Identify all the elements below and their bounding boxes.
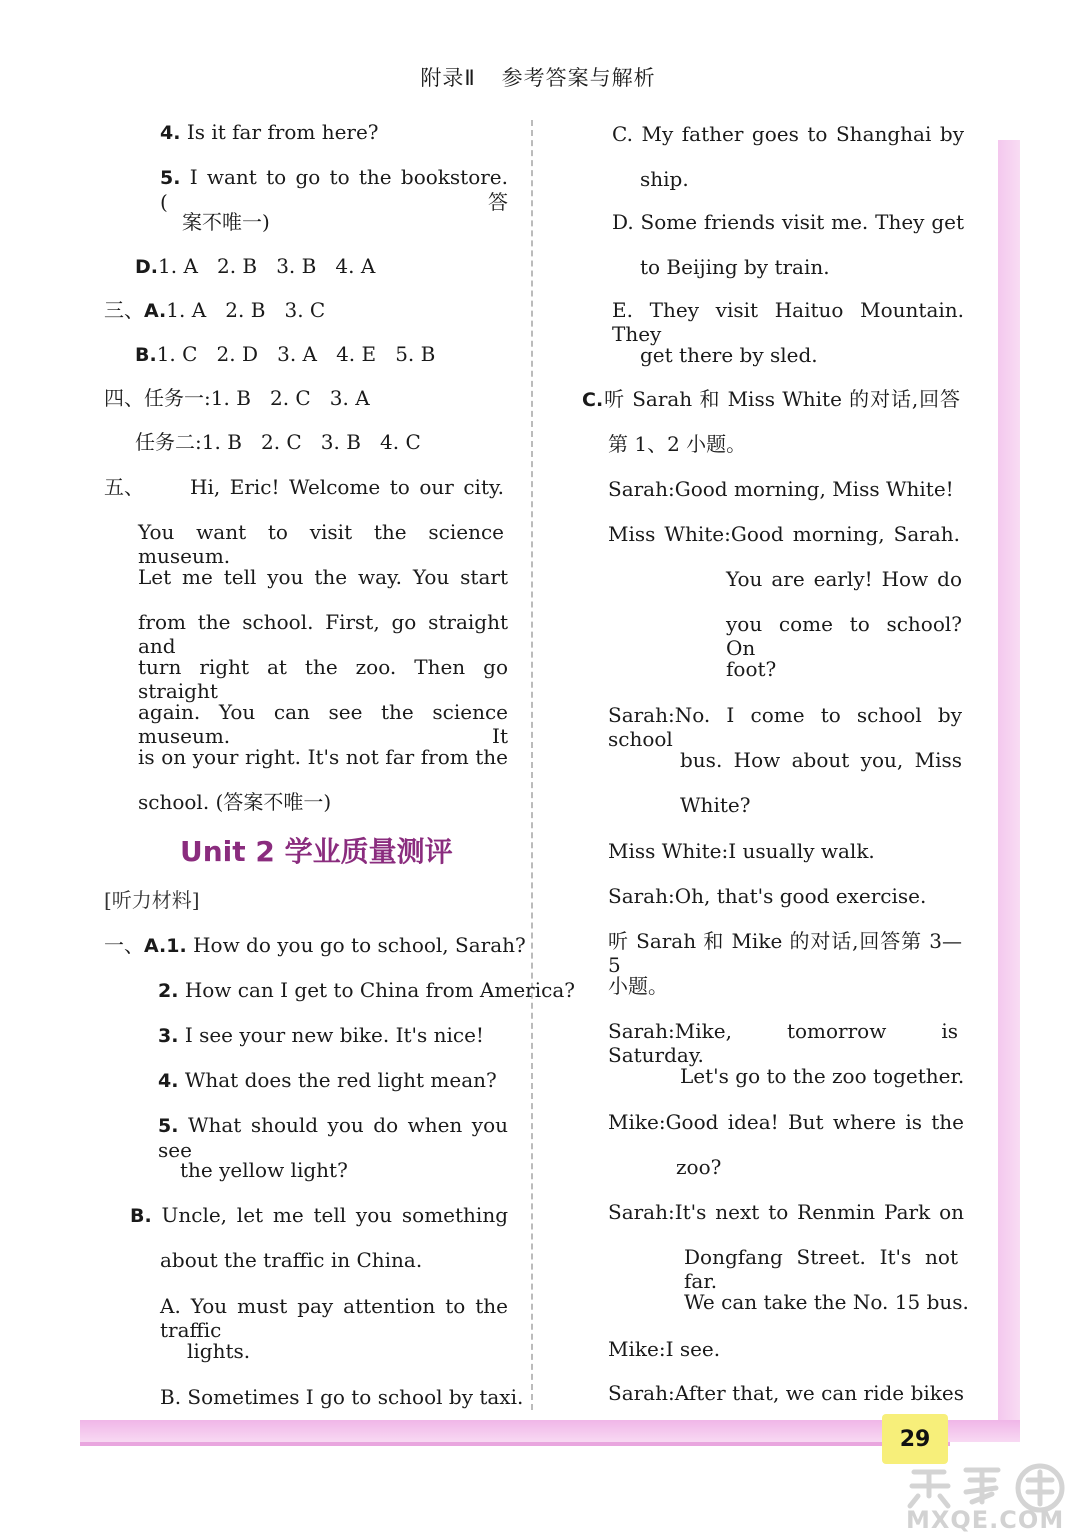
listening-line: about the traffic in China. [160, 1248, 423, 1272]
item-number: 3. [158, 1025, 179, 1047]
item-number: 4. [158, 1070, 179, 1092]
answer-line [160, 165, 508, 214]
answer-choice: 3. B [276, 254, 317, 278]
page-number: 29 [882, 1414, 948, 1464]
speaker: Mike: [608, 1337, 666, 1361]
item-number: 1. [166, 935, 187, 957]
speaker: Sarah: [608, 703, 675, 727]
dialog-line: bus. How about you, Miss [680, 748, 962, 772]
part-label: A. [144, 935, 167, 957]
answer-line [182, 210, 270, 234]
answer-key-row [104, 298, 325, 323]
answer-choice: 2. B [216, 254, 258, 278]
answer-choice: 2. B [225, 298, 266, 322]
task-label: 任务一: [144, 386, 211, 410]
dialog-text: No. I come to school by school [608, 703, 962, 751]
listening-line: B. Sometimes I go to school by taxi. [160, 1385, 524, 1409]
dialog-line: You are early! How do [726, 567, 962, 591]
listening-line [130, 1203, 508, 1228]
materials-label: [听力材料] [104, 888, 200, 912]
listening-line [158, 978, 575, 1003]
speaker: Sarah: [608, 1019, 675, 1043]
dialog-text: I see. [665, 1337, 721, 1361]
dialog-line: Let's go to the zoo together. [680, 1064, 965, 1088]
listening-line: D. Some friends visit me. They get [612, 210, 964, 234]
essay-line: again. You can see the science museum. It [138, 700, 508, 748]
answer-choice: 4. C [380, 430, 421, 454]
answer-key-row [135, 254, 375, 279]
part-label: D. [135, 256, 158, 278]
essay-line: Let me tell you the way. You start [138, 565, 508, 589]
answer-choice: 1. A [158, 254, 198, 278]
listening-line: 听 Sarah 和 Mike 的对话,回答第 3—5 [608, 929, 962, 977]
page-bottom-edge [80, 1442, 950, 1446]
section-number: 五、 [104, 475, 144, 499]
listening-text: What does the red light mean? [184, 1068, 497, 1092]
column-divider [531, 120, 533, 1410]
dialog-line [608, 884, 926, 908]
item-number: 5. [158, 1115, 179, 1137]
listening-line [104, 933, 526, 958]
answer-note: 案不唯一) [182, 210, 270, 234]
answer-line [160, 120, 379, 145]
essay-line: Hi, Eric! Welcome to our city. [190, 475, 504, 499]
answer-choice: 4. E [336, 342, 377, 366]
part-label: A. [144, 300, 167, 322]
speaker: Miss White: [608, 839, 729, 863]
answer-choice: 1. B [201, 430, 242, 454]
header-title: 参考答案与解析 [501, 66, 656, 90]
listening-line [158, 1023, 484, 1048]
answer-choice: 3. A [277, 342, 317, 366]
dialog-text: Oh, that's good exercise. [674, 884, 927, 908]
dialog-text: Good idea! But where is the [665, 1110, 964, 1134]
dialog-text: Good morning, Miss White! [674, 477, 954, 501]
listening-text: I see your new bike. It's nice! [184, 1023, 484, 1047]
item-number: 5. [160, 167, 181, 189]
answer-choice: 3. C [284, 298, 326, 322]
dialog-line: foot? [726, 657, 777, 681]
dialog-line: We can take the No. 15 bus. [684, 1290, 969, 1314]
page-edge-decoration [998, 140, 1020, 1440]
speaker: Miss White: [608, 522, 731, 546]
answer-key-row [135, 430, 421, 454]
listening-line: to Beijing by train. [640, 255, 830, 279]
task-label: 任务二: [135, 430, 202, 454]
dialog-line: Dongfang Street. It's not far. [684, 1245, 958, 1293]
essay-line: school. (答案不唯一) [138, 790, 332, 814]
listening-line: the yellow light? [180, 1158, 348, 1182]
answer-choice: 1. B [210, 386, 251, 410]
listening-line: 第 1、2 小题。 [608, 432, 747, 456]
answer-choice: 3. A [329, 386, 370, 410]
dialog-text: I usually walk. [728, 839, 875, 863]
listening-line [158, 1068, 497, 1093]
answer-key-row [104, 386, 370, 410]
listening-text: 听 Sarah 和 Miss White 的对话,回答 [603, 387, 960, 411]
listening-line: get there by sled. [640, 343, 818, 367]
answer-choice: 4. A [335, 254, 376, 278]
dialog-line [608, 1381, 964, 1405]
speaker: Sarah: [608, 884, 675, 908]
dialog-line: White? [680, 793, 751, 817]
page-bottom-band [80, 1420, 1020, 1442]
listening-text: What should you do when you see [158, 1113, 509, 1162]
dialog-line [608, 1200, 964, 1224]
answer-choice: 1. A [166, 298, 207, 322]
essay-line: turn right at the zoo. Then go straight [138, 655, 508, 703]
listening-line: E. They visit Haituo Mountain. They [612, 298, 964, 346]
dialog-line [608, 1110, 964, 1134]
answer-choice: 1. C [156, 342, 198, 366]
dialog-line [608, 1337, 720, 1361]
dialog-line [608, 522, 960, 546]
section-number: 一、 [104, 933, 144, 957]
page-header [0, 62, 1076, 92]
dialog-line [608, 477, 954, 501]
section-number: 三、 [104, 298, 144, 322]
listening-line: lights. [187, 1339, 251, 1363]
listening-text: How can I get to China from America? [184, 978, 575, 1002]
essay-line: is on your right. It's not far from the [138, 745, 508, 769]
speaker: Sarah: [608, 1381, 675, 1405]
answer-choice: 2. C [269, 386, 311, 410]
listening-line [158, 1113, 508, 1162]
answer-key-row [135, 342, 435, 367]
speaker: Mike: [608, 1110, 666, 1134]
essay-line: You want to visit the science museum. [138, 520, 504, 568]
item-number: 2. [158, 980, 179, 1002]
answer-text: I want to go to the bookstore. (答 [160, 165, 509, 214]
part-label: B. [135, 344, 157, 366]
listening-text: Uncle, let me tell you something [161, 1203, 509, 1227]
dialog-text: After that, we can ride bikes [674, 1381, 964, 1405]
answer-choice: 2. C [260, 430, 302, 454]
listening-line: 小题。 [608, 974, 668, 998]
unit-title: Unit 2 学业质量测评 [180, 835, 453, 868]
answer-text: Is it far from here? [186, 120, 379, 144]
dialog-line [608, 1019, 958, 1067]
dialog-line [608, 839, 875, 863]
dialog-text: Good morning, Sarah. [730, 522, 960, 546]
watermark-text: MXQE.COM [906, 1506, 1065, 1534]
essay-line: from the school. First, go straight and [138, 610, 508, 658]
dialog-text: Mike, tomorrow is Saturday. [608, 1019, 958, 1067]
answer-choice: 2. D [216, 342, 259, 366]
dialog-line [608, 703, 962, 751]
dialog-line: zoo? [676, 1155, 722, 1179]
answer-choice: 5. B [395, 342, 436, 366]
speaker: Sarah: [608, 1200, 675, 1224]
answer-choice: 3. B [320, 430, 361, 454]
listening-line [582, 387, 960, 412]
item-number: 4. [160, 122, 181, 144]
speaker: Sarah: [608, 477, 675, 501]
part-label: C. [582, 389, 604, 411]
section-number: 四、 [104, 386, 144, 410]
dialog-line: you come to school? On [726, 612, 962, 660]
listening-line: A. You must pay attention to the traffic [160, 1294, 508, 1342]
listening-line: C. My father goes to Shanghai by [612, 122, 964, 146]
listening-text: How do you go to school, Sarah? [193, 933, 526, 957]
part-label: B. [130, 1205, 152, 1227]
header-appendix: 附录Ⅱ [420, 66, 476, 90]
dialog-text: It's next to Renmin Park on [674, 1200, 964, 1224]
listening-line: ship. [640, 167, 689, 191]
